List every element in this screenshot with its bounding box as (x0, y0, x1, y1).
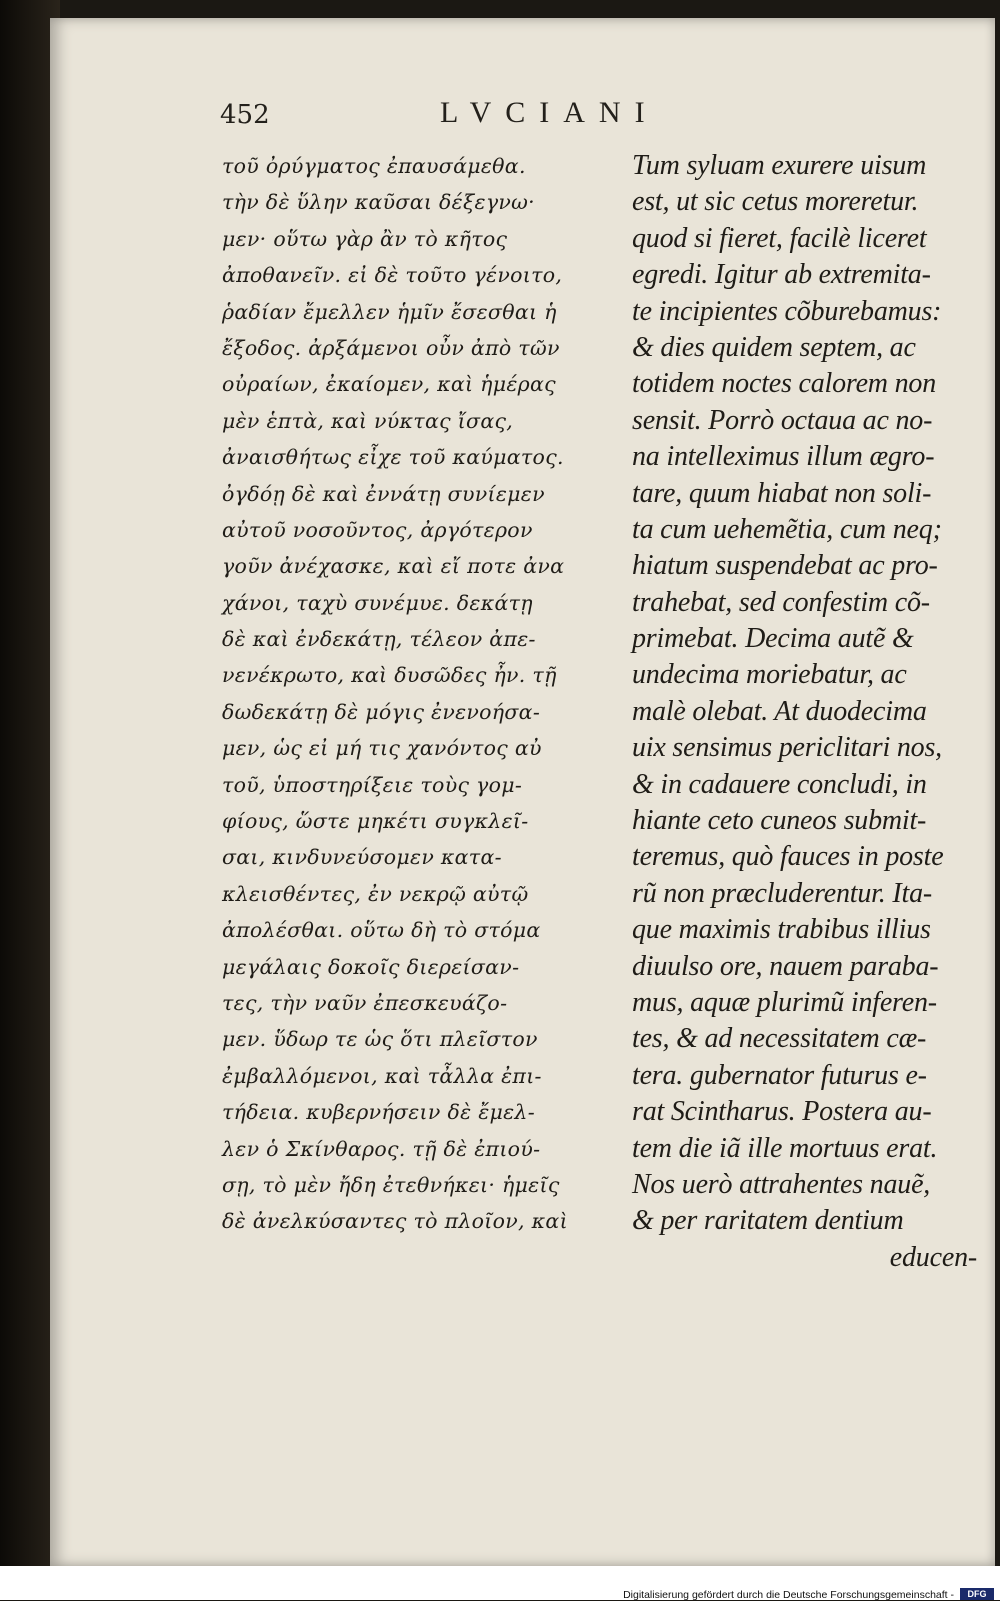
text-line: τοῦ ὀρύγματος ἐπαυσάμεθα. (222, 154, 526, 178)
text-line: κλεισθέντες, ἐν νεκρῷ αὐτῷ (222, 881, 529, 906)
text-line: ὀγδόῃ δὲ καὶ ἐννάτῃ συνίεμεν (222, 481, 545, 506)
text-line: & per raritatem dentium (632, 1205, 904, 1237)
latin-text-column (632, 148, 977, 1276)
text-line: μεν. ὕδωρ τε ὡς ὅτι πλεῖστον (222, 1027, 538, 1052)
text-line: totidem noctes calorem non (632, 368, 937, 400)
text-line: tes, & ad necessitatem cæ- (632, 1023, 927, 1055)
text-line: mus, aquæ plurimũ inferen- (632, 986, 937, 1018)
text-line: te incipientes cõburebamus: (632, 295, 942, 327)
text-line: ta cum uehemẽtia, cum neq; (632, 513, 942, 545)
catchword: educen- (889, 1241, 977, 1273)
text-line: ἔξοδος. ἀρξάμενοι οὖν ἀπὸ τῶν (222, 335, 560, 360)
text-line: est, ut sic cetus moreretur. (632, 186, 919, 218)
page-number: 452 (220, 100, 270, 130)
text-line: Tum syluam exurere uisum (632, 150, 927, 181)
text-line: μεν· οὕτω γὰρ ἂν τὸ κῆτος (222, 226, 508, 251)
text-line: tem die iã ille mortuus erat. (632, 1132, 938, 1164)
running-title: LVCIANI (440, 96, 659, 129)
text-line: ἀποθανεῖν. εἰ δὲ τοῦτο γένοιτο, (222, 263, 563, 288)
text-line: hiante ceto cuneos submit- (632, 805, 927, 837)
text-line: νενέκρωτο, καὶ δυσῶδες ἦν. τῇ (222, 663, 557, 688)
text-line: τοῦ, ὑποστηρίξειε τοὺς γομ- (222, 772, 523, 797)
text-line: quod si fieret, facilè liceret (632, 222, 927, 254)
text-line: σῃ, τὸ μὲν ἤδη ἐτεθνήκει· ἡμεῖς (222, 1172, 560, 1197)
text-line: ἀναισθήτως εἶχε τοῦ καύματος. (222, 445, 564, 470)
text-line: οὐραίων, ἐκαίομεν, καὶ ἡμέρας (222, 372, 556, 397)
text-line: μεν, ὡς εἰ μή τις χανόντος αὐ (222, 736, 542, 761)
text-line: que maximis trabibus illius (632, 914, 931, 946)
text-line: uix sensimus periclitari nos, (632, 732, 942, 764)
text-line: δωδεκάτῃ δὲ μόγις ἐνενοήσα- (222, 699, 541, 724)
text-line: sensit. Porrò octaua ac no- (632, 404, 933, 436)
text-line: na intelleximus illum ægro- (632, 441, 935, 473)
text-line: σαι, κινδυνεύσομεν κατα- (222, 845, 502, 870)
text-line: undecima moriebatur, ac (632, 659, 907, 691)
text-line: & dies quidem septem, ac (632, 331, 916, 363)
text-line: αὐτοῦ νοσοῦντος, ἀργότερον (222, 517, 533, 542)
text-line: ἐμβαλλόμενοι, καὶ τἆλλα ἐπι- (222, 1063, 542, 1088)
text-line: γοῦν ἀνέχασκε, καὶ εἴ ποτε ἀνα (222, 554, 565, 579)
greek-text-column (222, 148, 602, 1240)
text-line: rũ non præcluderentur. Ita- (632, 877, 932, 909)
text-line: λεν ὁ Σκίνθαρος. τῇ δὲ ἐπιού- (222, 1136, 541, 1161)
dfg-logo: DFG (960, 1588, 994, 1600)
text-line: primebat. Decima autẽ & (632, 623, 914, 655)
text-line: μὲν ἑπτὰ, καὶ νύκτας ἴσας, (222, 408, 514, 433)
text-line: teremus, quò fauces in poste (632, 841, 944, 873)
text-line: χάνοι, ταχὺ συνέμυε. δεκάτῃ (222, 590, 533, 615)
text-line: δὲ ἀνελκύσαντες τὸ πλοῖον, καὶ (222, 1209, 568, 1234)
text-line: & in cadauere concludi, in (632, 768, 927, 800)
text-line: tera. gubernator futurus e- (632, 1059, 927, 1091)
text-line: hiatum suspendebat ac pro- (632, 550, 938, 582)
text-line: rat Scintharus. Postera au- (632, 1096, 932, 1128)
text-line: diuulso ore, nauem paraba- (632, 950, 939, 982)
text-line: trahebat, sed confestim cõ- (632, 586, 930, 618)
text-line: φίους, ὥστε μηκέτι συγκλεῖ- (222, 809, 529, 834)
text-line: Nos uerò attrahentes nauẽ, (632, 1168, 931, 1200)
text-line: δὲ καὶ ἐνδεκάτῃ, τέλεον ἀπε- (222, 627, 536, 652)
text-line: τήδεια. κυβερνήσειν δὲ ἔμελ- (222, 1100, 535, 1125)
text-line: tare, quum hiabat non soli- (632, 477, 932, 509)
text-line: μεγάλαις δοκοῖς διερείσαν- (222, 954, 520, 979)
text-line: malè olebat. At duodecima (632, 695, 927, 727)
text-line: τὴν δὲ ὕλην καῦσαι δέξεγνω· (222, 190, 535, 215)
text-line: ἀπολέσθαι. οὕτω δὴ τὸ στόμα (222, 918, 541, 943)
text-line: ῥαδίαν ἔμελλεν ἡμῖν ἔσεσθαι ἡ (222, 299, 557, 324)
text-line: egredi. Igitur ab extremita- (632, 259, 931, 291)
text-line: τες, τὴν ναῦν ἐπεσκευάζο- (222, 990, 508, 1015)
digitization-credit: Digitalisierung gefördert durch die Deutsche Forschungsgemeinschaft - (623, 1589, 954, 1601)
